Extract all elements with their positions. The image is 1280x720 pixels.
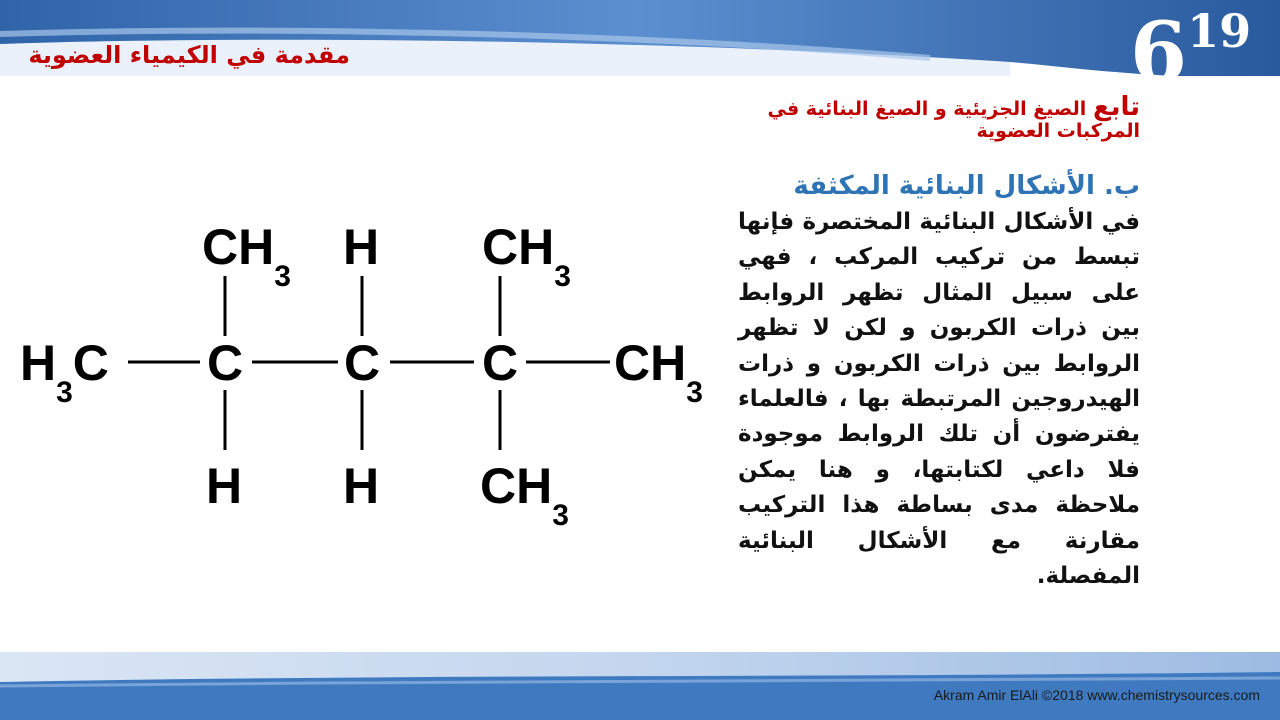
carbon-3: C [481, 335, 519, 391]
footer-credit: Akram Amir ElAli ©2018 www.chemistrysources.com [933, 687, 1260, 703]
carbon-1: C [206, 335, 244, 391]
slide-number-main: 6 [1130, 5, 1188, 101]
top-substituent-1 [202, 219, 291, 293]
section-title: ب. الأشكال البنائية المكثفة [793, 171, 1140, 201]
top-substituent-3 [482, 219, 571, 293]
condensed-structure-diagram [0, 200, 730, 540]
slide-heading [740, 92, 1140, 142]
bottom-substituent-1 [206, 458, 242, 514]
top-substituent-1-sub: 3 [274, 260, 291, 293]
course-title: مقدمة في الكيمياء العضوية [28, 41, 350, 69]
top-substituent-2 [343, 219, 379, 275]
top-substituent-3-main: CH [482, 219, 555, 275]
right-terminal-main: CH [614, 335, 687, 391]
heading-text: الصيغ الجزيئية و الصيغ البنائية في المركبات العضوية [767, 98, 1140, 142]
bottom-substituent-2 [343, 458, 379, 514]
left-terminal-main: H [20, 335, 57, 391]
right-terminal-group [614, 335, 703, 409]
top-substituent-2-main: H [343, 219, 380, 275]
slide-number-superscript: 19 [1187, 4, 1252, 58]
footer-band [0, 652, 1280, 720]
heading-prefix: تابع [1092, 92, 1140, 122]
left-terminal-end: C [72, 335, 109, 391]
left-terminal-sub: 3 [56, 376, 73, 409]
bottom-substituent-2-main: H [343, 458, 380, 514]
bottom-substituent-3-sub: 3 [552, 499, 569, 532]
bottom-substituent-3 [480, 458, 569, 532]
slide-number [1130, 4, 1270, 101]
carbon-2: C [343, 335, 381, 391]
body-paragraph: في الأشكال البنائية المختصرة فإنها تبسط من تركيب المركب ، فهي على سبيل المثال تظهر الروابط بين ذرات الكربون و لكن لا تظهر الروابط بين ذرات الكربون و ذرات الهيدروجين المرتبطة بها ، فالعلماء يفترضون أن تلك الروابط موجودة فلا داعي لكتابتها، و هنا يمكن ملاحظة مدى بساطة هذا التركيب مقارنة مع الأشكال البنائية المفصلة. [738, 209, 1140, 590]
left-terminal-group [20, 335, 109, 409]
bottom-substituent-3-main: CH [480, 458, 553, 514]
top-substituent-1-main: CH [202, 219, 275, 275]
bottom-substituent-1-main: H [206, 458, 243, 514]
right-terminal-sub: 3 [686, 376, 703, 409]
top-substituent-3-sub: 3 [554, 260, 571, 293]
